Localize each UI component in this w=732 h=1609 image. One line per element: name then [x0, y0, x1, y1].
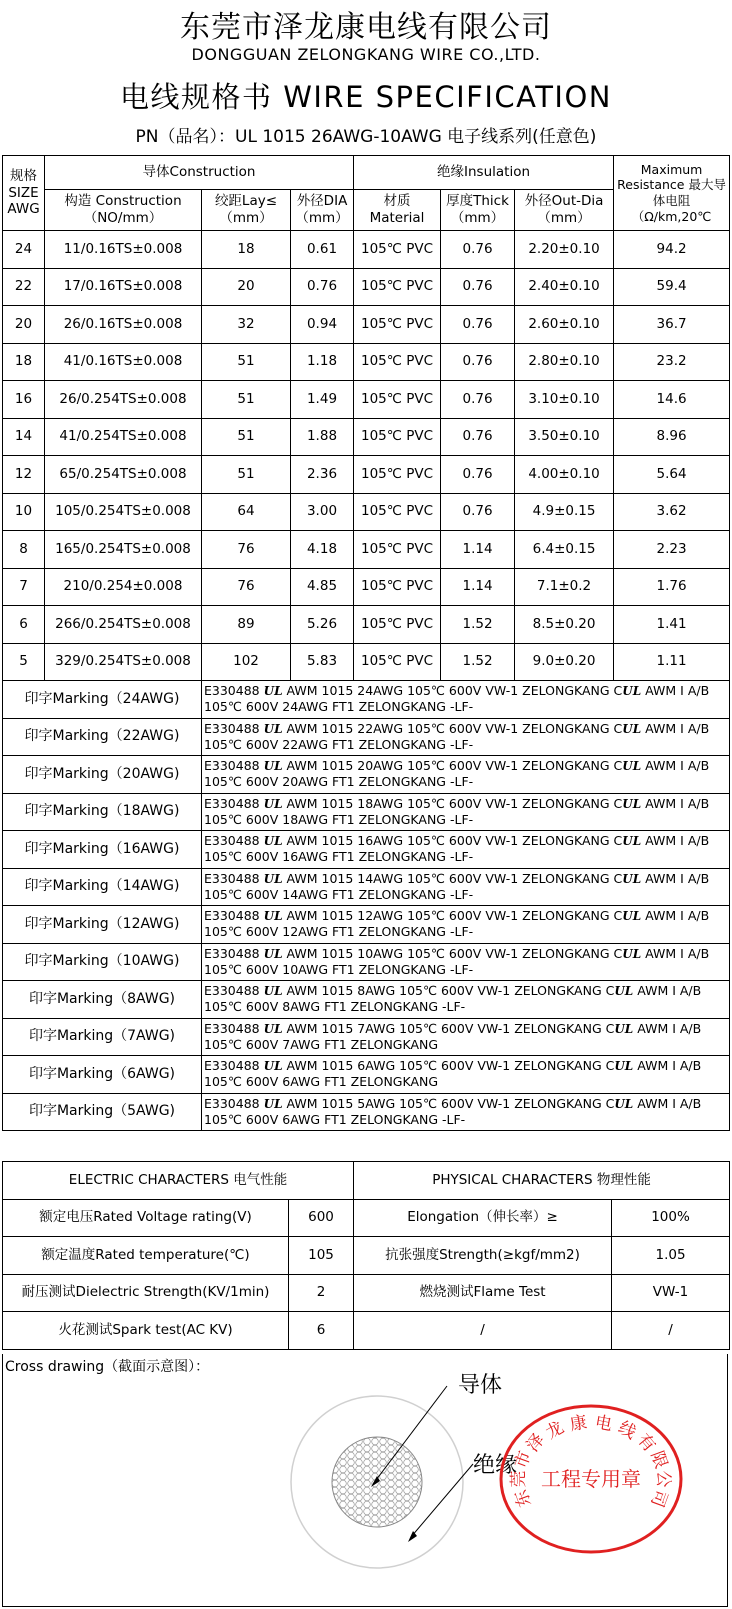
- resistance-cell: 94.2: [614, 231, 730, 269]
- lay-cell: 32: [202, 306, 291, 344]
- construction-cell: 329/0.254TS±0.008: [45, 643, 202, 681]
- spec-row: [3, 606, 730, 644]
- ul-mark-icon: UL: [263, 796, 283, 811]
- ul-mark-icon: UL: [263, 721, 283, 736]
- marking-row: [3, 831, 730, 869]
- header-thick: 厚度Thick（mm）: [441, 190, 515, 231]
- physical-label: /: [354, 1312, 612, 1350]
- cul-mark-icon: UL: [614, 1021, 634, 1036]
- cul-mark-icon: UL: [614, 984, 634, 999]
- material-cell: 105℃ PVC: [354, 531, 441, 569]
- electric-value: 6: [289, 1312, 354, 1350]
- marking-file-no: E330488: [204, 983, 260, 999]
- lay-cell: 64: [202, 493, 291, 531]
- cul-mark-icon: UL: [622, 721, 642, 736]
- out-dia-cell: 3.50±0.10: [515, 418, 614, 456]
- header-conductor: 导体Construction: [45, 156, 354, 190]
- marking-file-no: E330488: [204, 945, 260, 961]
- header-resistance: Maximum Resistance 最大导体电阻（Ω/km,20℃: [614, 156, 730, 231]
- dia-cell: 1.88: [291, 418, 354, 456]
- cross-section-diagram: [3, 1354, 727, 1606]
- physical-label: 燃烧测试Flame Test: [354, 1274, 612, 1312]
- cul-mark-icon: UL: [622, 834, 642, 849]
- ul-mark-icon: UL: [263, 684, 283, 699]
- dia-cell: 0.76: [291, 268, 354, 306]
- resistance-cell: 59.4: [614, 268, 730, 306]
- awg-cell: 12: [3, 456, 45, 494]
- header-size: 规格 SIZE AWG: [3, 156, 45, 231]
- ul-mark-icon: UL: [263, 909, 283, 924]
- physical-label: 抗张强度Strength(≥kgf/mm2): [354, 1237, 612, 1275]
- awg-cell: 24: [3, 231, 45, 269]
- cul-mark-icon: UL: [622, 909, 642, 924]
- spec-row: [3, 343, 730, 381]
- spec-row: [3, 306, 730, 344]
- marking-text: [202, 981, 730, 1019]
- awg-cell: 6: [3, 606, 45, 644]
- electric-label: 额定电压Rated Voltage rating(V): [3, 1199, 289, 1237]
- header-material: 材质 Material: [354, 190, 441, 231]
- out-dia-cell: 8.5±0.20: [515, 606, 614, 644]
- marking-row: [3, 718, 730, 756]
- spec-row: [3, 456, 730, 494]
- thick-cell: 0.76: [441, 231, 515, 269]
- seal-char: 线: [614, 1417, 640, 1444]
- marking-tail: AWM I A/B 105℃ 600V 18AWG FT1 ZELONGKANG -LF-: [204, 795, 710, 827]
- construction-cell: 41/0.254TS±0.008: [45, 418, 202, 456]
- seal-char: 限: [646, 1448, 671, 1472]
- marking-text: [202, 681, 730, 719]
- marking-tail: AWM I A/B 105℃ 600V 16AWG FT1 ZELONGKANG -LF-: [204, 833, 710, 865]
- ul-mark-icon: UL: [263, 1021, 283, 1036]
- thick-cell: 0.76: [441, 493, 515, 531]
- cul-mark-icon: UL: [622, 871, 642, 886]
- out-dia-cell: 4.00±0.10: [515, 456, 614, 494]
- cul-mark-icon: UL: [614, 1096, 634, 1111]
- lay-cell: 51: [202, 343, 291, 381]
- marking-row: [3, 1093, 730, 1131]
- spec-row: [3, 268, 730, 306]
- construction-cell: 11/0.16TS±0.008: [45, 231, 202, 269]
- construction-cell: 26/0.16TS±0.008: [45, 306, 202, 344]
- marking-label: 印字Marking（5AWG): [3, 1093, 202, 1131]
- marking-label: 印字Marking（10AWG): [3, 943, 202, 981]
- marking-tail: AWM I A/B 105℃ 600V 8AWG FT1 ZELONGKANG -LF-: [204, 983, 702, 1015]
- electric-label: 耐压测试Dielectric Strength(KV/1min): [3, 1274, 289, 1312]
- company-name-cn: 东莞市泽龙康电线有限公司: [180, 10, 552, 45]
- electric-value: 105: [289, 1237, 354, 1275]
- cul-mark-icon: UL: [622, 796, 642, 811]
- marking-main: AWM 1015 6AWG 105℃ 600V VW-1 ZELONGKANG C: [286, 1058, 615, 1074]
- marking-text: [202, 906, 730, 944]
- ul-mark-icon: UL: [263, 1059, 283, 1074]
- seal-char: 有: [633, 1430, 660, 1456]
- official-seal: [501, 1406, 681, 1552]
- marking-label: 印字Marking（8AWG): [3, 981, 202, 1019]
- marking-main: AWM 1015 18AWG 105℃ 600V VW-1 ZELONGKANG C: [286, 795, 623, 811]
- marking-label: 印字Marking（20AWG): [3, 756, 202, 794]
- marking-tail: AWM I A/B 105℃ 600V 6AWG FT1 ZELONGKANG: [204, 1058, 702, 1090]
- cross-drawing-label: Cross drawing（截面示意图）：: [5, 1359, 210, 1375]
- cul-mark-icon: UL: [622, 684, 642, 699]
- document-title: 电线规格书 WIRE SPECIFICATION: [119, 80, 612, 114]
- out-dia-cell: 6.4±0.15: [515, 531, 614, 569]
- dia-cell: 0.94: [291, 306, 354, 344]
- thick-cell: 0.76: [441, 343, 515, 381]
- electric-value: 600: [289, 1199, 354, 1237]
- spec-row: [3, 568, 730, 606]
- marking-file-no: E330488: [204, 720, 260, 736]
- resistance-cell: 1.11: [614, 643, 730, 681]
- resistance-cell: 14.6: [614, 381, 730, 419]
- company-name-en: DONGGUAN ZELONGKANG WIRE CO.,LTD.: [191, 45, 541, 64]
- material-cell: 105℃ PVC: [354, 231, 441, 269]
- marking-tail: AWM I A/B 105℃ 600V 6AWG FT1 ZELONGKANG -LF-: [204, 1095, 702, 1127]
- material-cell: 105℃ PVC: [354, 381, 441, 419]
- seal-inner-text: 工程专用章: [541, 1467, 641, 1491]
- awg-cell: 18: [3, 343, 45, 381]
- marking-main: AWM 1015 10AWG 105℃ 600V VW-1 ZELONGKANG C: [286, 945, 623, 961]
- header-construction: 构造 Construction（NO/mm）: [45, 190, 202, 231]
- marking-tail: AWM I A/B 105℃ 600V 7AWG FT1 ZELONGKANG: [204, 1020, 702, 1052]
- resistance-cell: 1.76: [614, 568, 730, 606]
- marking-main: AWM 1015 8AWG 105℃ 600V VW-1 ZELONGKANG C: [286, 983, 615, 999]
- spec-row: [3, 231, 730, 269]
- thick-cell: 0.76: [441, 268, 515, 306]
- material-cell: 105℃ PVC: [354, 418, 441, 456]
- marking-file-no: E330488: [204, 795, 260, 811]
- lay-cell: 20: [202, 268, 291, 306]
- marking-row: [3, 681, 730, 719]
- marking-main: AWM 1015 24AWG 105℃ 600V VW-1 ZELONGKANG C: [286, 683, 623, 699]
- construction-cell: 26/0.254TS±0.008: [45, 381, 202, 419]
- resistance-cell: 1.41: [614, 606, 730, 644]
- marking-label: 印字Marking（7AWG): [3, 1018, 202, 1056]
- material-cell: 105℃ PVC: [354, 268, 441, 306]
- resistance-cell: 36.7: [614, 306, 730, 344]
- construction-cell: 65/0.254TS±0.008: [45, 456, 202, 494]
- marking-file-no: E330488: [204, 1020, 260, 1036]
- lay-cell: 51: [202, 418, 291, 456]
- awg-cell: 8: [3, 531, 45, 569]
- marking-file-no: E330488: [204, 870, 260, 886]
- marking-tail: AWM I A/B 105℃ 600V 12AWG FT1 ZELONGKANG -LF-: [204, 908, 710, 940]
- marking-row: [3, 906, 730, 944]
- header-out-dia: 外径Out-Dia（mm）: [515, 190, 614, 231]
- marking-label: 印字Marking（18AWG): [3, 793, 202, 831]
- resistance-cell: 8.96: [614, 418, 730, 456]
- ul-mark-icon: UL: [263, 946, 283, 961]
- dia-cell: 5.26: [291, 606, 354, 644]
- marking-label: 印字Marking（14AWG): [3, 868, 202, 906]
- thick-cell: 1.14: [441, 531, 515, 569]
- out-dia-cell: 2.80±0.10: [515, 343, 614, 381]
- marking-text: [202, 756, 730, 794]
- out-dia-cell: 2.40±0.10: [515, 268, 614, 306]
- marking-file-no: E330488: [204, 758, 260, 774]
- seal-char: 泽: [522, 1430, 549, 1456]
- marking-tail: AWM I A/B 105℃ 600V 22AWG FT1 ZELONGKANG -LF-: [204, 720, 710, 752]
- marking-main: AWM 1015 22AWG 105℃ 600V VW-1 ZELONGKANG C: [286, 720, 623, 736]
- marking-main: AWM 1015 14AWG 105℃ 600V VW-1 ZELONGKANG C: [286, 870, 623, 886]
- marking-tail: AWM I A/B 105℃ 600V 20AWG FT1 ZELONGKANG -LF-: [204, 758, 710, 790]
- insulation-label: 绝缘: [473, 1453, 518, 1478]
- physical-characters-title: PHYSICAL CHARACTERS 物理性能: [354, 1162, 730, 1200]
- out-dia-cell: 4.9±0.15: [515, 493, 614, 531]
- material-cell: 105℃ PVC: [354, 606, 441, 644]
- construction-cell: 105/0.254TS±0.008: [45, 493, 202, 531]
- thick-cell: 1.52: [441, 643, 515, 681]
- conductor-label: 导体: [458, 1373, 503, 1398]
- dia-cell: 0.61: [291, 231, 354, 269]
- marking-row: [3, 943, 730, 981]
- marking-text: [202, 1093, 730, 1131]
- lay-cell: 89: [202, 606, 291, 644]
- material-cell: 105℃ PVC: [354, 306, 441, 344]
- characters-table: [2, 1161, 730, 1350]
- awg-cell: 20: [3, 306, 45, 344]
- resistance-cell: 3.62: [614, 493, 730, 531]
- spec-row: [3, 381, 730, 419]
- dia-cell: 2.36: [291, 456, 354, 494]
- physical-value: 100%: [612, 1199, 730, 1237]
- header-insulation: 绝缘Insulation: [354, 156, 614, 190]
- dia-cell: 1.18: [291, 343, 354, 381]
- ul-mark-icon: UL: [263, 759, 283, 774]
- electric-label: 火花测试Spark test(AC KV): [3, 1312, 289, 1350]
- resistance-cell: 5.64: [614, 456, 730, 494]
- out-dia-cell: 3.10±0.10: [515, 381, 614, 419]
- marking-tail: AWM I A/B 105℃ 600V 10AWG FT1 ZELONGKANG -LF-: [204, 945, 710, 977]
- seal-outer-text: [509, 1413, 673, 1510]
- marking-file-no: E330488: [204, 1095, 260, 1111]
- seal-char: 电: [593, 1412, 614, 1436]
- resistance-cell: 2.23: [614, 531, 730, 569]
- marking-label: 印字Marking（24AWG): [3, 681, 202, 719]
- marking-label: 印字Marking（16AWG): [3, 831, 202, 869]
- spec-row: [3, 531, 730, 569]
- spec-row: [3, 643, 730, 681]
- ul-mark-icon: UL: [263, 1096, 283, 1111]
- marking-label: 印字Marking（22AWG): [3, 718, 202, 756]
- marking-text: [202, 1056, 730, 1094]
- ul-mark-icon: UL: [263, 984, 283, 999]
- construction-cell: 266/0.254TS±0.008: [45, 606, 202, 644]
- product-name: PN（品名）：UL 1015 26AWG-10AWG 电子线系列(任意色): [135, 127, 597, 147]
- dia-cell: 3.00: [291, 493, 354, 531]
- thick-cell: 1.14: [441, 568, 515, 606]
- seal-char: 东: [511, 1486, 536, 1510]
- characters-row: [3, 1274, 730, 1312]
- characters-row: [3, 1237, 730, 1275]
- header-lay: 绞距Lay≤（mm）: [202, 190, 291, 231]
- physical-label: Elongation（伸长率）≥: [354, 1199, 612, 1237]
- marking-file-no: E330488: [204, 908, 260, 924]
- material-cell: 105℃ PVC: [354, 456, 441, 494]
- lay-cell: 51: [202, 456, 291, 494]
- lay-cell: 51: [202, 381, 291, 419]
- awg-cell: 16: [3, 381, 45, 419]
- thick-cell: 0.76: [441, 381, 515, 419]
- marking-text: [202, 793, 730, 831]
- seal-char: 司: [646, 1486, 671, 1510]
- characters-row: [3, 1199, 730, 1237]
- material-cell: 105℃ PVC: [354, 568, 441, 606]
- marking-row: [3, 1018, 730, 1056]
- lay-cell: 102: [202, 643, 291, 681]
- seal-char: 康: [568, 1412, 589, 1436]
- marking-main: AWM 1015 7AWG 105℃ 600V VW-1 ZELONGKANG C: [286, 1020, 615, 1036]
- marking-file-no: E330488: [204, 833, 260, 849]
- out-dia-cell: 9.0±0.20: [515, 643, 614, 681]
- marking-text: [202, 943, 730, 981]
- out-dia-cell: 2.60±0.10: [515, 306, 614, 344]
- awg-cell: 14: [3, 418, 45, 456]
- spec-table: [2, 155, 730, 1131]
- marking-text: [202, 868, 730, 906]
- material-cell: 105℃ PVC: [354, 343, 441, 381]
- characters-row: [3, 1312, 730, 1350]
- marking-main: AWM 1015 16AWG 105℃ 600V VW-1 ZELONGKANG C: [286, 833, 623, 849]
- thick-cell: 0.76: [441, 456, 515, 494]
- marking-file-no: E330488: [204, 1058, 260, 1074]
- lay-cell: 76: [202, 531, 291, 569]
- out-dia-cell: 2.20±0.10: [515, 231, 614, 269]
- material-cell: 105℃ PVC: [354, 643, 441, 681]
- electric-value: 2: [289, 1274, 354, 1312]
- material-cell: 105℃ PVC: [354, 493, 441, 531]
- header-dia: 外径DIA（mm）: [291, 190, 354, 231]
- electric-label: 额定温度Rated temperature(℃): [3, 1237, 289, 1275]
- physical-value: 1.05: [612, 1237, 730, 1275]
- physical-value: /: [612, 1312, 730, 1350]
- spec-row: [3, 418, 730, 456]
- marking-text: [202, 831, 730, 869]
- marking-main: AWM 1015 20AWG 105℃ 600V VW-1 ZELONGKANG C: [286, 758, 623, 774]
- awg-cell: 10: [3, 493, 45, 531]
- cul-mark-icon: UL: [622, 946, 642, 961]
- construction-cell: 165/0.254TS±0.008: [45, 531, 202, 569]
- seal-char: 公: [653, 1470, 673, 1488]
- seal-char: 龙: [542, 1417, 568, 1444]
- marking-row: [3, 793, 730, 831]
- cross-drawing-panel: [2, 1354, 728, 1607]
- resistance-cell: 23.2: [614, 343, 730, 381]
- awg-cell: 5: [3, 643, 45, 681]
- cul-mark-icon: UL: [622, 759, 642, 774]
- thick-cell: 1.52: [441, 606, 515, 644]
- marking-main: AWM 1015 12AWG 105℃ 600V VW-1 ZELONGKANG C: [286, 908, 623, 924]
- thick-cell: 0.76: [441, 418, 515, 456]
- marking-file-no: E330488: [204, 683, 260, 699]
- spec-row: [3, 493, 730, 531]
- lay-cell: 76: [202, 568, 291, 606]
- marking-tail: AWM I A/B 105℃ 600V 14AWG FT1 ZELONGKANG -LF-: [204, 870, 710, 902]
- seal-char: 莞: [509, 1470, 529, 1488]
- awg-cell: 7: [3, 568, 45, 606]
- ul-mark-icon: UL: [263, 871, 283, 886]
- cul-mark-icon: UL: [614, 1059, 634, 1074]
- thick-cell: 0.76: [441, 306, 515, 344]
- marking-text: [202, 1018, 730, 1056]
- marking-row: [3, 756, 730, 794]
- marking-tail: AWM I A/B 105℃ 600V 24AWG FT1 ZELONGKANG -LF-: [204, 683, 710, 715]
- construction-cell: 41/0.16TS±0.008: [45, 343, 202, 381]
- marking-row: [3, 981, 730, 1019]
- marking-label: 印字Marking（6AWG): [3, 1056, 202, 1094]
- physical-value: VW-1: [612, 1274, 730, 1312]
- lay-cell: 18: [202, 231, 291, 269]
- marking-row: [3, 868, 730, 906]
- marking-main: AWM 1015 5AWG 105℃ 600V VW-1 ZELONGKANG C: [286, 1095, 615, 1111]
- dia-cell: 1.49: [291, 381, 354, 419]
- electric-characters-title: ELECTRIC CHARACTERS 电气性能: [3, 1162, 354, 1200]
- marking-text: [202, 718, 730, 756]
- dia-cell: 4.18: [291, 531, 354, 569]
- out-dia-cell: 7.1±0.2: [515, 568, 614, 606]
- seal-char: 市: [511, 1448, 536, 1472]
- marking-row: [3, 1056, 730, 1094]
- construction-cell: 210/0.254±0.008: [45, 568, 202, 606]
- dia-cell: 4.85: [291, 568, 354, 606]
- construction-cell: 17/0.16TS±0.008: [45, 268, 202, 306]
- dia-cell: 5.83: [291, 643, 354, 681]
- marking-label: 印字Marking（12AWG): [3, 906, 202, 944]
- awg-cell: 22: [3, 268, 45, 306]
- ul-mark-icon: UL: [263, 834, 283, 849]
